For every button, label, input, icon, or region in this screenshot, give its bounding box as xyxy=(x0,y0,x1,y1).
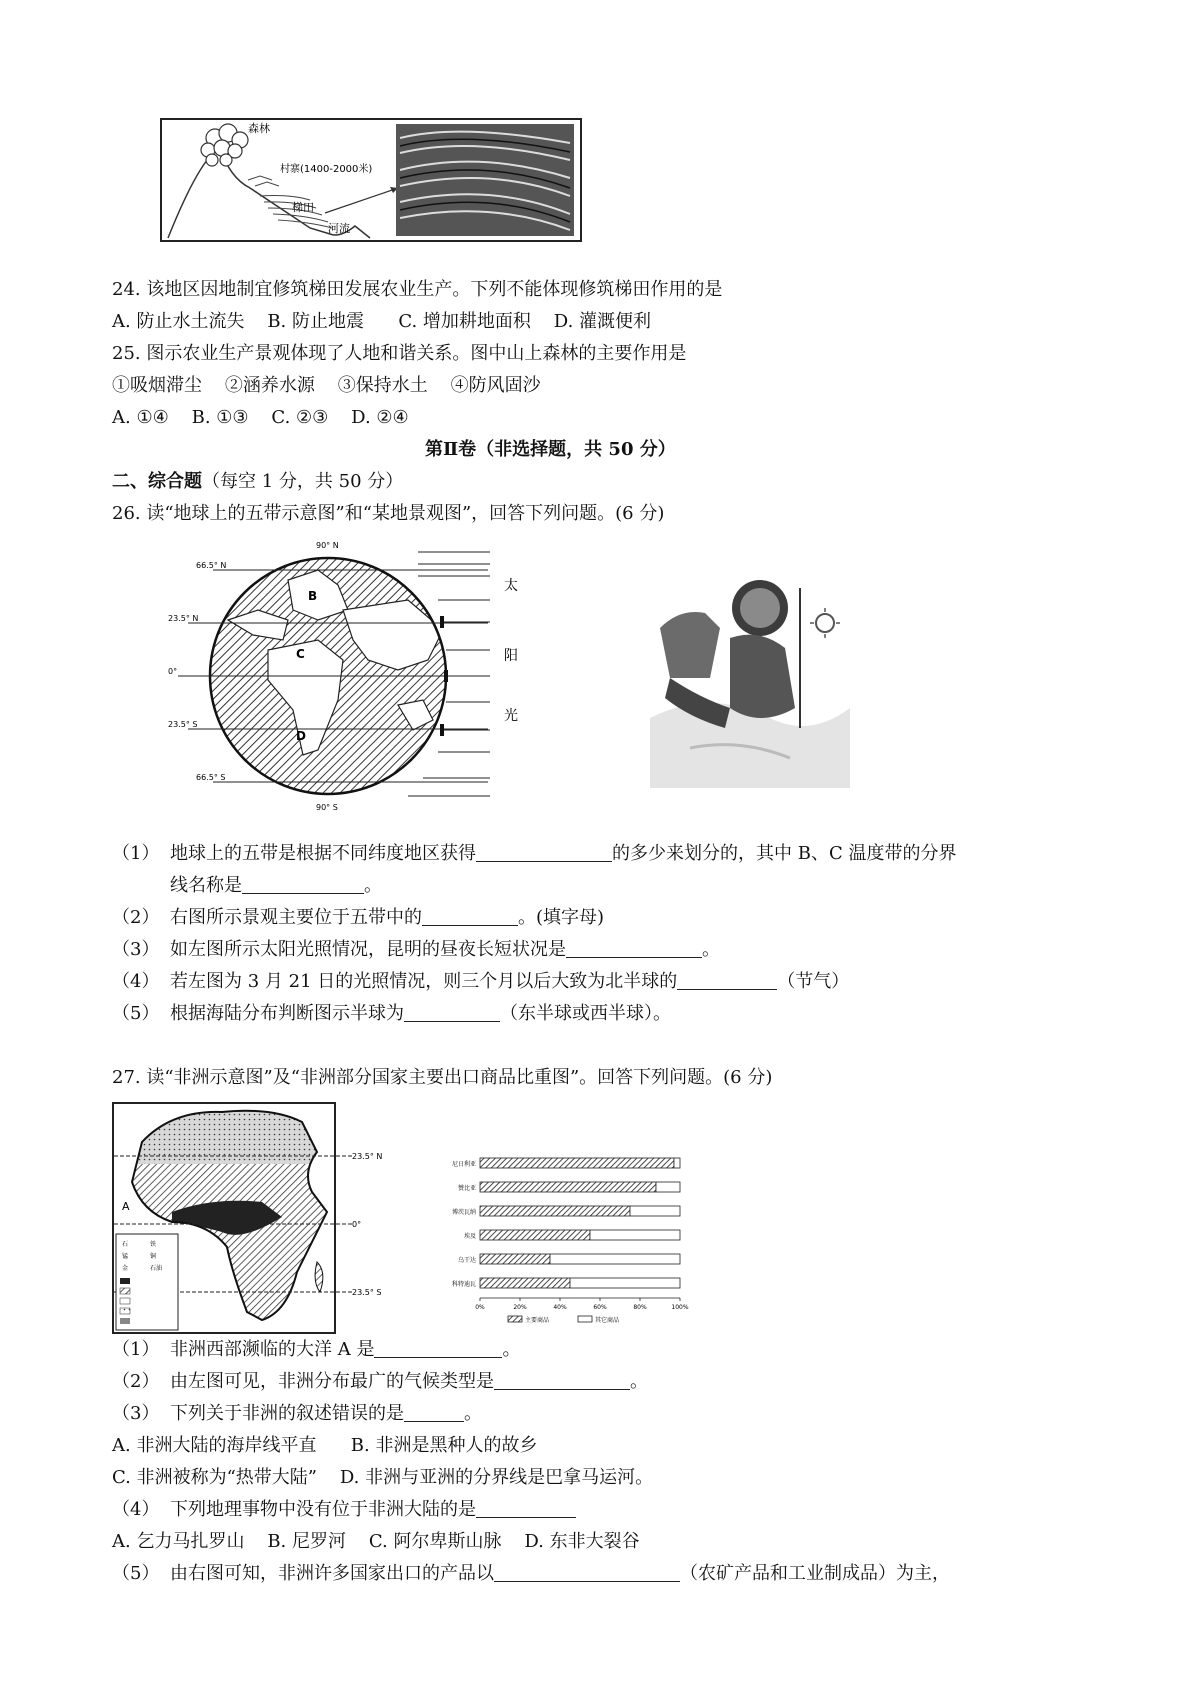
bar-main-goods xyxy=(480,1182,656,1192)
q26-sub5-blank[interactable] xyxy=(404,1003,500,1022)
q24-options: A. 防止水土流失 B. 防止地震 C. 增加耕地面积 D. 灌溉便利 xyxy=(112,311,652,332)
section2-title: 第Ⅱ卷（非选择题，共 50 分） xyxy=(425,439,676,460)
q27-sub5-b: （农矿产品和工业制成品）为主， xyxy=(680,1563,950,1584)
q26-sub3 xyxy=(112,938,720,962)
q27-sub2-num: （2） xyxy=(112,1371,160,1392)
q26-sub1-num: （1） xyxy=(112,843,160,864)
q26-sub3-num: （3） xyxy=(112,939,160,960)
landscape-photo xyxy=(650,568,850,788)
section2-heading: 二、综合题 xyxy=(112,471,202,492)
x-tick-label: 80% xyxy=(633,1304,647,1311)
q27-sub1-num: （1） xyxy=(112,1339,160,1360)
category-label: 乌干达 xyxy=(457,1257,476,1264)
legend-item-1: 石 xyxy=(122,1241,129,1248)
q26-sub4-num: （4） xyxy=(112,971,160,992)
category-label: 尼日利亚 xyxy=(451,1161,476,1168)
bar-main-goods xyxy=(480,1254,550,1264)
bar-other-goods xyxy=(590,1230,680,1240)
q27-sub4-opts: A. 乞力马扎罗山 B. 尼罗河 C. 阿尔卑斯山脉 D. 东非大裂谷 xyxy=(112,1531,640,1552)
africa-map xyxy=(112,1102,417,1334)
q26-sub3-blank[interactable] xyxy=(566,939,702,958)
q27-sub5-num: （5） xyxy=(112,1563,160,1584)
label-forest: 森林 xyxy=(248,122,270,135)
lat-66n: 66.5° N xyxy=(196,561,227,570)
bar-other-goods xyxy=(630,1206,680,1216)
label-river: 河流 xyxy=(328,222,350,235)
q26-sub2-num: （2） xyxy=(112,907,160,928)
q26-sub2-b: 。(填字母) xyxy=(518,907,605,928)
category-label: 科特迪瓦 xyxy=(451,1281,476,1288)
legend-label: 主要商品 xyxy=(525,1317,550,1324)
legend-item-3: 锰 xyxy=(122,1253,129,1260)
q26-sub4-blank[interactable] xyxy=(677,971,777,990)
legend-item-2: 铁 xyxy=(150,1241,157,1248)
q26-sub1-b: 的多少来划分的，其中 B、C 温度带的分界 xyxy=(612,843,957,864)
q26-sub1-line1 xyxy=(112,842,956,866)
q27-sub3-opts-1: A. 非洲大陆的海岸线平直 B. 非洲是黑种人的故乡 xyxy=(112,1435,538,1456)
bar-main-goods xyxy=(480,1278,570,1288)
x-tick-label: 40% xyxy=(553,1304,567,1311)
q27-sub2-blank[interactable] xyxy=(494,1371,630,1390)
q26-sub1-d: 。 xyxy=(364,875,382,896)
q26-sub1-blank1[interactable] xyxy=(476,843,612,862)
q26-sub5-num: （5） xyxy=(112,1003,160,1024)
legend-swatch xyxy=(578,1316,592,1322)
q26-stem: 26. 读“地球上的五带示意图”和“某地景观图”，回答下列问题。(6 分) xyxy=(112,503,665,524)
q26-sub2-blank[interactable] xyxy=(422,907,518,926)
q27-sub4-blank[interactable] xyxy=(476,1499,576,1518)
q26-sub5 xyxy=(112,1002,671,1026)
x-tick-label: 20% xyxy=(513,1304,527,1311)
q25-items: ①吸烟滞尘 ②涵养水源 ③保持水土 ④防风固沙 xyxy=(112,375,541,396)
q27-sub3-a: 下列关于非洲的叙述错误的是 xyxy=(170,1403,404,1424)
legend-swatch xyxy=(508,1316,522,1322)
sun-char-2: 阳 xyxy=(504,648,518,664)
q27-sub4-num: （4） xyxy=(112,1499,160,1520)
legend-item-4: 铜 xyxy=(150,1253,157,1260)
q26-sub4-a: 若左图为 3 月 21 日的光照情况，则三个月以后大致为北半球的 xyxy=(170,971,678,992)
lat-90s: 90° S xyxy=(316,803,338,812)
q27-sub4-a: 下列地理事物中没有位于非洲大陆的是 xyxy=(170,1499,476,1520)
q26-sub3-a: 如左图所示太阳光照情况，昆明的昼夜长短状况是 xyxy=(170,939,566,960)
q26-sub2-a: 右图所示景观主要位于五带中的 xyxy=(170,907,422,928)
q27-sub1-blank[interactable] xyxy=(374,1339,502,1358)
q27-sub3-blank[interactable] xyxy=(404,1403,464,1422)
q26-sub1-blank2[interactable] xyxy=(242,875,364,894)
q25-stem: 25. 图示农业生产景观体现了人地和谐关系。图中山上森林的主要作用是 xyxy=(112,343,687,364)
section2-note: （每空 1 分，共 50 分） xyxy=(202,471,404,492)
legend-label: 其它商品 xyxy=(595,1317,620,1324)
map-lat-23s: 23.5° S xyxy=(352,1288,382,1297)
bar-other-goods xyxy=(570,1278,680,1288)
q27-sub3-opts-2: C. 非洲被称为“热带大陆” D. 非洲与亚洲的分界线是巴拿马运河。 xyxy=(112,1467,654,1488)
legend-item-5: 金 xyxy=(122,1265,129,1272)
q27-sub5-blank[interactable] xyxy=(494,1563,680,1582)
q26-sub3-b: 。 xyxy=(702,939,720,960)
zone-c: C xyxy=(296,647,305,661)
x-tick-label: 60% xyxy=(593,1304,607,1311)
q27-sub2 xyxy=(112,1370,648,1394)
bar-other-goods xyxy=(550,1254,680,1264)
bar-main-goods xyxy=(480,1230,590,1240)
ocean-a-label: A xyxy=(122,1200,130,1213)
q27-sub1-a: 非洲西部濒临的大洋 A 是 xyxy=(170,1339,375,1360)
lat-23s: 23.5° S xyxy=(168,720,198,729)
legend-item-6: 石油 xyxy=(150,1265,163,1272)
section2-heading-line xyxy=(112,470,403,494)
q26-sub2 xyxy=(112,906,604,930)
q27-sub2-a: 由左图可见，非洲分布最广的气候类型是 xyxy=(170,1371,494,1392)
zone-d: D xyxy=(296,729,306,743)
q26-sub5-a: 根据海陆分布判断图示半球为 xyxy=(170,1003,404,1024)
q27-sub3-num: （3） xyxy=(112,1403,160,1424)
category-label: 赞比亚 xyxy=(457,1185,476,1192)
lat-66s: 66.5° S xyxy=(196,773,226,782)
sun-char-1: 太 xyxy=(504,578,518,594)
q27-sub4 xyxy=(112,1498,576,1522)
q27-sub3 xyxy=(112,1402,482,1426)
bar-other-goods xyxy=(674,1158,680,1168)
bar-main-goods xyxy=(480,1158,674,1168)
zone-b: B xyxy=(308,589,318,603)
q26-sub1-line2 xyxy=(170,874,382,898)
q26-sub4 xyxy=(112,970,849,994)
q24-stem: 24. 该地区因地制宜修筑梯田发展农业生产。下列不能体现修筑梯田作用的是 xyxy=(112,279,723,300)
category-label: 埃及 xyxy=(463,1233,476,1240)
q26-sub1-c: 线名称是 xyxy=(170,875,242,896)
x-tick-label: 100% xyxy=(671,1304,689,1311)
label-terrace: 梯田 xyxy=(292,201,314,214)
terrace-figure xyxy=(160,118,582,242)
sun-char-3: 光 xyxy=(504,708,518,724)
bar-main-goods xyxy=(480,1206,630,1216)
q27-sub5-a: 由右图可知，非洲许多国家出口的产品以 xyxy=(170,1563,494,1584)
category-label: 博茨瓦纳 xyxy=(451,1209,476,1216)
q27-sub1 xyxy=(112,1338,520,1362)
q26-sub1-a: 地球上的五带是根据不同纬度地区获得 xyxy=(170,843,476,864)
q27-sub2-b: 。 xyxy=(630,1371,648,1392)
map-lat-23n: 23.5° N xyxy=(352,1152,383,1161)
globe-figure xyxy=(168,540,540,812)
lat-23n: 23.5° N xyxy=(168,614,199,623)
q27-sub3-b: 。 xyxy=(464,1403,482,1424)
lat-0: 0° xyxy=(168,667,178,676)
q27-stem: 27. 读“非洲示意图”及“非洲部分国家主要出口商品比重图”。回答下列问题。(6 分) xyxy=(112,1067,773,1088)
export-chart xyxy=(418,1150,700,1330)
q25-options: A. ①④ B. ①③ C. ②③ D. ②④ xyxy=(112,407,409,428)
q26-sub5-b: （东半球或西半球）。 xyxy=(500,1003,671,1024)
q27-sub5 xyxy=(112,1562,950,1586)
map-lat-0: 0° xyxy=(352,1220,362,1229)
q26-sub4-b: （节气） xyxy=(777,971,850,992)
lat-90n: 90° N xyxy=(316,541,339,550)
x-tick-label: 0% xyxy=(475,1304,485,1311)
q27-sub1-b: 。 xyxy=(502,1339,521,1360)
label-village: 村寨(1400-2000米) xyxy=(280,164,373,175)
bar-other-goods xyxy=(656,1182,680,1192)
